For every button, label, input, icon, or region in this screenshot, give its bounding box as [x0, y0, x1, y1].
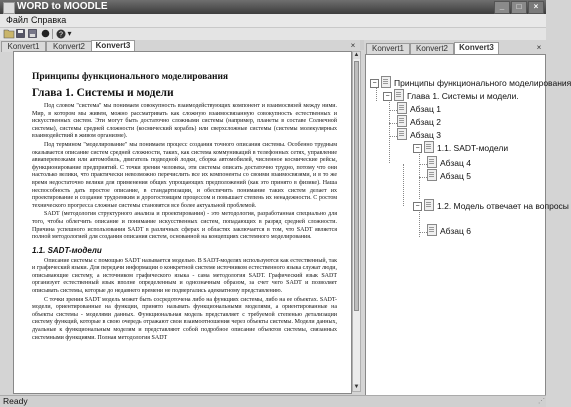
app-icon — [3, 2, 15, 14]
tree-node-label: Принципы функционального моделирования — [394, 78, 571, 88]
title-bar — [0, 0, 546, 14]
save-as-icon[interactable] — [27, 28, 38, 39]
tree-node-label: Абзац 2 — [410, 117, 441, 127]
chapter-heading: Глава 1. Системы и модели — [32, 87, 174, 99]
help-dropdown-chevron-icon[interactable]: ▾ — [67, 29, 72, 38]
tree-node-label: 1.1. SADT-модели — [437, 143, 509, 153]
tree-node-label: Абзац 6 — [440, 226, 471, 236]
section-heading: 1.1. SADT-модели — [32, 245, 102, 255]
tab-konvert2-right[interactable]: Konvert2 — [410, 43, 454, 54]
document-icon — [381, 76, 391, 88]
tree-connector — [403, 164, 404, 206]
svg-text:?: ? — [58, 31, 63, 38]
tree-node-label: Абзац 1 — [410, 104, 441, 114]
pane-splitter[interactable] — [360, 40, 364, 50]
close-button[interactable]: × — [528, 1, 544, 14]
document-icon — [397, 115, 407, 127]
menu-bar — [0, 14, 546, 28]
tree-connector — [389, 95, 390, 163]
tab-konvert2-left[interactable]: Konvert2 — [46, 41, 92, 52]
menu-file[interactable]: Файл — [6, 15, 29, 25]
status-text: Ready — [3, 396, 28, 406]
tree-node-label: Абзац 5 — [440, 171, 471, 181]
right-tab-strip — [365, 42, 546, 54]
paragraph: Под термином "моделирование" мы понимаем процесс создания точного описания системы. Особенно трудным оказывается описание систем средней сложности, таких, как система коммуникаций в телефонных сетях, управление авиаперевозками или автомобиль, двигатель подводной лодки, сборка автомобилей, численное космические рейсы, функционирование предприятий. С точки зрения человека, эти системы описать достаточно трудно, потому что они настолько велики, что практически невозможно перечислить все их компоненты со своими взаимосвязями, и в то же время недостаточно велики для применения общих упрощающих предположений (как это принято в физике). Наша неспособность дать простое описание, в стандартизации, и обеспечить понимание таких систем делает их проектирование и создание трудоемким и дорогостоящим процессом и повышает степень их ненадежности. С ростом технического прогресса сложные системы становятся все более актуальной проблемой. — [32, 141, 337, 209]
record-icon[interactable] — [40, 28, 51, 39]
document-icon — [427, 156, 437, 168]
tree-node-section[interactable] — [413, 141, 508, 154]
save-icon[interactable] — [15, 28, 26, 39]
tree-connector — [419, 177, 427, 178]
window-title: WORD to MOODLE — [17, 1, 108, 12]
tree-node-paragraph[interactable] — [397, 128, 441, 141]
document-icon — [394, 89, 404, 101]
document-icon — [427, 224, 437, 236]
maximize-button[interactable]: □ — [511, 1, 527, 14]
tree-connector — [389, 123, 397, 124]
tree-connector — [389, 110, 397, 111]
tree-connector — [419, 151, 420, 199]
tree-node-paragraph[interactable] — [427, 169, 471, 182]
paragraph: Под словом "система" мы понимаем совокупность взаимодействующих компонент и взаимосвязей между ними. Мир, в котором мы живем, можно рассматривать как сложную взаимосвязанную совокупность естественных и искусственных систем. Эти могут быть достаточно сложными системы (например, планеты в составе Солнечной системы), системы средней сложности (космический корабль) или сверхсложные системы (системы молекулярных взаимодействий в живом организме). — [32, 103, 337, 140]
tab-konvert3-right[interactable]: Konvert3 — [454, 42, 499, 55]
tree-connector — [389, 136, 397, 137]
tab-konvert1-right[interactable]: Konvert1 — [366, 43, 410, 54]
document-title: Принципы функционального моделирования — [32, 72, 229, 82]
document-view[interactable] — [13, 51, 352, 394]
menu-help[interactable]: Справка — [31, 15, 67, 25]
minimize-button[interactable]: _ — [494, 1, 510, 14]
tree-node-root[interactable] — [370, 76, 571, 89]
tree-node-chapter[interactable] — [383, 89, 519, 102]
tab-konvert3-left[interactable]: Konvert3 — [91, 40, 135, 53]
tab-konvert1-left[interactable]: Konvert1 — [1, 41, 46, 52]
close-tab-icon[interactable]: × — [350, 41, 356, 50]
tree-node-label: Абзац 4 — [440, 158, 471, 168]
paragraph: Описание системы с помощью SADT называется моделью. В SADT-моделях используются как естественный, так и графический языки. Для передачи информации о конкретной системе источником естественного языка служат люди, описывающие систему, а источником графического языка - сама методология SADT. Графический язык SADT организует естественный язык вполне определенным и однозначным образом, за счет чего SADT и позволяет описывать системы, которые до недавнего времени не подвергались адекватному представлению. — [32, 257, 337, 295]
document-icon — [427, 169, 437, 181]
document-icon — [424, 199, 434, 211]
paragraph: С точки зрения SADT модель может быть сосредоточена либо на функциях системы, либо на ее объектах. SADT-модели, ориентированные на функции, принято называть функциональными моделями, а ориентированные на объекты системы - моделями данных. Функциональная модель представляет с требуемой степенью детализации систему функций, которые в свою очередь отражают свои взаимоотношения через объекты системы. Модели данных, дуальные к функциональным моделям и представляют собой подробное описание объектов системы, связанных системными функциями. Полная методология SADT — [32, 296, 337, 341]
scroll-up-arrow-icon[interactable]: ▲ — [353, 52, 360, 58]
paragraph: SADT (методология структурного анализа и проектирования) - это методология, разработанная специально для того, чтобы облегчить описание и понимание искусственных систем, попадающих в разряд средней сложности. Причина успешного использования SADT в различных сферах и областях заключается в том, что SADT является полной методологией для создания описания систем, основанной на концепциях системного моделирования. — [32, 211, 337, 241]
tree-node-paragraph[interactable] — [427, 156, 471, 169]
structure-tree[interactable] — [365, 54, 571, 399]
status-bar — [0, 395, 546, 407]
tree-node-paragraph[interactable] — [427, 224, 471, 237]
toolbar-separator — [52, 29, 53, 39]
collapse-icon[interactable]: − — [413, 202, 422, 211]
scrollbar-thumb[interactable] — [354, 61, 359, 311]
open-folder-icon[interactable] — [3, 28, 14, 39]
document-icon — [397, 128, 407, 140]
document-icon — [397, 102, 407, 114]
close-tab-icon[interactable]: × — [536, 43, 542, 52]
document-content — [32, 72, 337, 343]
resize-grip-icon[interactable]: ⋰ — [538, 398, 545, 405]
tree-node-label: Глава 1. Системы и модели. — [407, 91, 519, 101]
collapse-icon[interactable]: − — [383, 92, 392, 101]
tree-node-label: 1.2. Модель отвечает на вопросы — [437, 201, 569, 211]
tree-node-section[interactable] — [413, 199, 569, 212]
tree-node-label: Абзац 3 — [410, 130, 441, 140]
collapse-icon[interactable]: − — [413, 144, 422, 153]
toolbar — [0, 28, 546, 40]
document-scrollbar[interactable] — [352, 51, 361, 392]
tree-connector — [419, 232, 427, 233]
help-icon[interactable] — [55, 28, 66, 39]
tree-node-paragraph[interactable] — [397, 115, 441, 128]
document-icon — [424, 141, 434, 153]
tree-node-paragraph[interactable] — [397, 102, 441, 115]
collapse-icon[interactable]: − — [370, 79, 379, 88]
tree-connector — [419, 164, 427, 165]
scroll-down-arrow-icon[interactable]: ▼ — [353, 384, 360, 390]
